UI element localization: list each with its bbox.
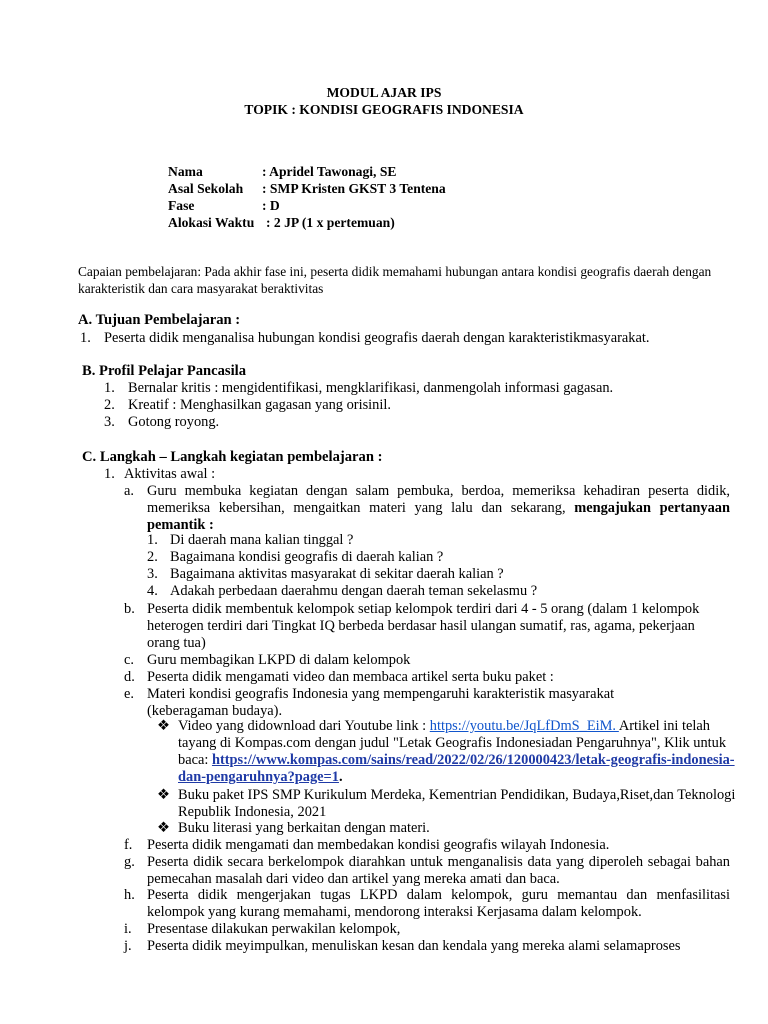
list-letter: d. — [124, 669, 135, 685]
step-c: Guru membagikan LKPD di dalam kelompok — [147, 652, 411, 668]
list-item: Peserta didik menganalisa hubungan kondisi geografis daerah dengan karakteristikmasyarakat. — [104, 330, 650, 346]
list-letter: c. — [124, 652, 134, 668]
step-d: Peserta didik mengamati video dan membaca artikel serta buku paket : — [147, 669, 554, 685]
identity-block — [168, 163, 446, 231]
document-title: MODUL AJAR IPS — [326, 85, 442, 100]
step-b: Peserta didik membentuk kelompok setiap kelompok terdiri dari 4 - 5 orang (dalam 1 kelompok heterogen terdiri dari Tingkat IQ berbeda berdasar hasil ulangan sumatif, ras, agama, pekerjaan orang tua) — [147, 601, 700, 651]
list-number: 2. — [147, 549, 158, 565]
identity-value: : Apridel Tawonagi, SE — [262, 164, 397, 179]
list-item: Bernalar kritis : mengidentifikasi, mengklarifikasi, danmengolah informasi gagasan. — [128, 380, 614, 396]
list-letter: g. — [124, 854, 135, 870]
list-number: 3. — [104, 414, 115, 430]
bullet-icon: ❖ — [157, 820, 170, 836]
step-h: Peserta didik mengerjakan tugas LKPD dalam kelompok, guru memantau dan menfasilitasi kelompok yang kurang memahami, mendorong interaksi Kerjasama dalam kelompok. — [147, 887, 730, 920]
bullet-text: Artikel ini telah tayang di Kompas.com dengan judul "Letak Geografis Indonesiadan Pengaruhnya", Klik untuk baca: — [178, 718, 727, 768]
identity-label: Fase — [168, 198, 195, 213]
step-g: Peserta didik secara berkelompok diarahkan untuk menganalisis data yang diperoleh sebagai bahan pemecahan masalah dari video dan artikel yang mereka amati dan baca. — [147, 854, 730, 887]
section-a-heading: A. Tujuan Pembelajaran : — [78, 312, 241, 328]
identity-label: Alokasi Waktu — [168, 215, 255, 230]
step-a-text: Guru membuka kegiatan dengan salam pembuka, berdoa, memeriksa kehadiran peserta didik, memeriksa kebersihan, mengaitkan materi yang lalu dan sekarang, — [147, 483, 730, 516]
section-c-heading: C. Langkah – Langkah kegiatan pembelajaran : — [82, 449, 383, 465]
list-number: 3. — [147, 566, 158, 582]
list-number: 1. — [147, 532, 158, 548]
step-a — [147, 483, 730, 534]
bullet-icon: ❖ — [157, 718, 170, 734]
list-item: Gotong royong. — [128, 414, 220, 430]
question-item: Bagaimana kondisi geografis di daerah kalian ? — [170, 549, 444, 565]
list-letter: a. — [124, 483, 134, 499]
list-letter: b. — [124, 601, 135, 617]
identity-row-fase — [168, 197, 446, 214]
list-number: 1. — [104, 380, 115, 396]
list-number: 1. — [80, 330, 91, 346]
step-f: Peserta didik mengamati dan membedakan kondisi geografis wilayah Indonesia. — [147, 837, 610, 853]
list-number: 1. — [104, 466, 115, 482]
kompas-link[interactable]: https://www.kompas.com/sains/read/2022/02/26/120000423/letak-geografis-indonesia-dan-pengaruhnya?page=1 — [178, 752, 735, 785]
document-subtitle: TOPIK : KONDISI GEOGRAFIS INDONESIA — [244, 102, 524, 117]
youtube-link[interactable]: https://youtu.be/JqLfDmS_EiM. — [429, 718, 619, 734]
list-number: 4. — [147, 583, 158, 599]
bullet-textbook: Buku paket IPS SMP Kurikulum Merdeka, Kementrian Pendidikan, Budaya,Riset,dan Teknologi Republik Indonesia, 2021 — [178, 787, 736, 820]
step-a-bold: mengajukan pertanyaan pemantik : — [147, 500, 730, 533]
identity-value: : 2 JP (1 x pertemuan) — [266, 215, 395, 230]
step-i: Presentase dilakukan perwakilan kelompok, — [147, 921, 401, 937]
identity-label: Asal Sekolah — [168, 181, 244, 196]
bullet-end: . — [338, 769, 343, 785]
bullet-text: Video yang didownload dari Youtube link : — [178, 718, 430, 734]
list-number: 2. — [104, 397, 115, 413]
question-item: Bagaimana aktivitas masyarakat di sekitar daerah kalian ? — [170, 566, 504, 582]
bullet-video-resources — [178, 718, 738, 786]
list-letter: i. — [124, 921, 132, 937]
activity-heading: Aktivitas awal : — [124, 466, 216, 482]
list-letter: e. — [124, 686, 134, 702]
identity-row-sekolah — [168, 180, 446, 197]
identity-value: : SMP Kristen GKST 3 Tentena — [262, 181, 446, 196]
capaian-pembelajaran: Capaian pembelajaran: Pada akhir fase ini, peserta didik memahami hubungan antara kondisi geografis daerah dengan karakteristik dan cara masyarakat beraktivitas — [78, 264, 712, 296]
bullet-literacy: Buku literasi yang berkaitan dengan materi. — [178, 820, 430, 836]
step-j: Peserta didik meyimpulkan, menuliskan kesan dan kendala yang mereka alami selamaproses — [147, 938, 681, 954]
identity-value: : D — [262, 198, 280, 213]
question-item: Adakah perbedaan daerahmu dengan daerah teman sekelasmu ? — [170, 583, 538, 599]
list-item: Kreatif : Menghasilkan gagasan yang orisinil. — [128, 397, 391, 413]
section-b-heading: B. Profil Pelajar Pancasila — [82, 363, 247, 379]
identity-row-nama — [168, 163, 446, 180]
identity-label: Nama — [168, 164, 203, 179]
list-letter: f. — [124, 837, 133, 853]
list-letter: j. — [124, 938, 132, 954]
identity-row-alokasi — [168, 214, 446, 231]
bullet-icon: ❖ — [157, 787, 170, 803]
step-e: Materi kondisi geografis Indonesia yang mempengaruhi karakteristik masyarakat (keberagaman budaya). — [147, 686, 615, 719]
question-item: Di daerah mana kalian tinggal ? — [170, 532, 354, 548]
list-letter: h. — [124, 887, 135, 903]
